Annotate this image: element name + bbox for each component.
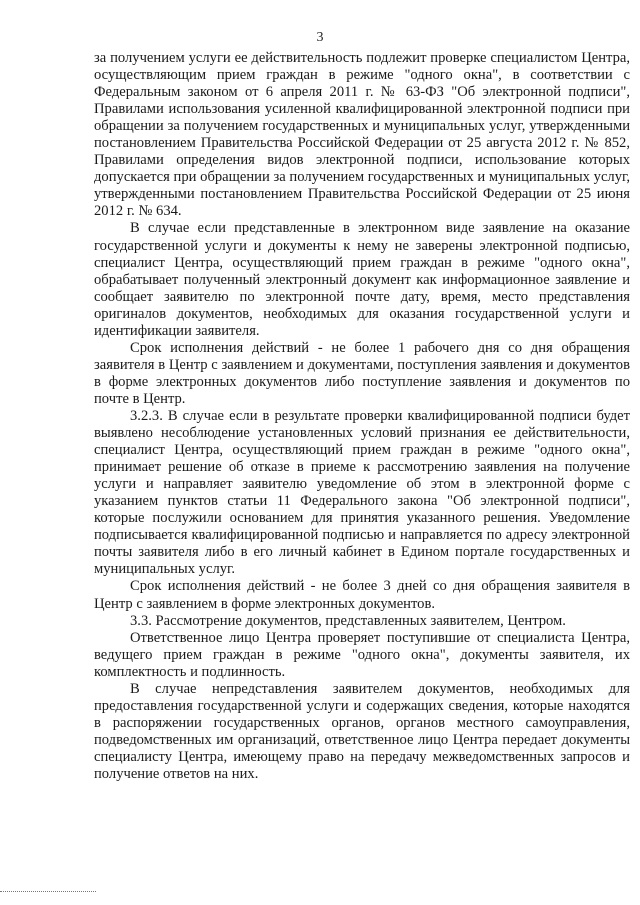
document-body: [94, 50, 630, 783]
paragraph-3-2-3: 3.2.3. В случае если в результате проверки квалифицированной подписи будет выявлено несоблюдение установленных условий признания ее действительности, специалист Центра, осуществляющий прием граждан в режиме "одного окна", принимает решение об отказе в приеме к рассмотрению заявления на получение услуги и направляет заявителю уведомление об этом в электронной форме с указанием пунктов статьи 11 Федерального закона "Об электронной подписи", которые послужили основанием для принятия указанного решения. Уведомление подписывается квалифицированной подписью и направляется по адресу электронной почты заявителя либо в его личный кабинет в Едином портале государственных и муниципальных услуг.: [94, 407, 630, 578]
paragraph-interagency-requests: В случае непредставления заявителем документов, необходимых для предоставления государственной услуги и содержащих сведения, которые находятся в распоряжении государственных органов, органов местного самоуправления, подведомственных им организаций, ответственное лицо Центра передает документы специалисту Центра, имеющему право на передачу межведомственных запросов и получение ответов на них.: [94, 680, 630, 782]
page-number: 3: [316, 30, 324, 45]
footer-divider: [0, 891, 96, 892]
paragraph-deadline-2: Срок исполнения действий - не более 3 дней со дня обращения заявителя в Центр с заявлением в форме электронных документов.: [94, 578, 630, 612]
paragraph-deadline-1: Срок исполнения действий - не более 1 рабочего дня со дня обращения заявителя в Центр с заявлением и документами, поступления заявления и документов в форме электронных документов либо поступление заявления и документов по почте в Центр.: [94, 339, 630, 407]
paragraph-signature-verification: за получением услуги ее действительность подлежит проверке специалистом Центра, осуществляющим прием граждан в режиме "одного окна", в соответствии с Федеральным законом от 6 апреля 2011 г. № 63-ФЗ "Об электронной подписи", Правилами использования усиленной квалифицированной электронной подписи при обращении за получением государственных и муниципальных услуг, утвержденными постановлением Правительства Российской Федерации от 25 августа 2012 г. № 852, Правилами определения видов электронной подписи, использование которых допускается при обращении за получением государственных и муниципальных услуг, утвержденными постановлением Правительства Российской Федерации от 25 июня 2012 г. № 634.: [94, 50, 630, 220]
paragraph-responsible-person: Ответственное лицо Центра проверяет поступившие от специалиста Центра, ведущего прием граждан в режиме "одного окна", документы заявителя, их комплектность и подлинность.: [94, 629, 630, 680]
paragraph-unsigned-documents: В случае если представленные в электронном виде заявление на оказание государственной услуги и документы к нему не заверены электронной подписью, специалист Центра, осуществляющий прием граждан в режиме "одного окна", обрабатывает полученный электронный документ как информационное заявление и сообщает заявителю по электронной почте дату, время, место представления оригиналов документов, необходимых для оказания государственной услуги и идентификации заявителя.: [94, 220, 630, 339]
section-heading-3-3: 3.3. Рассмотрение документов, представленных заявителем, Центром.: [130, 612, 566, 629]
